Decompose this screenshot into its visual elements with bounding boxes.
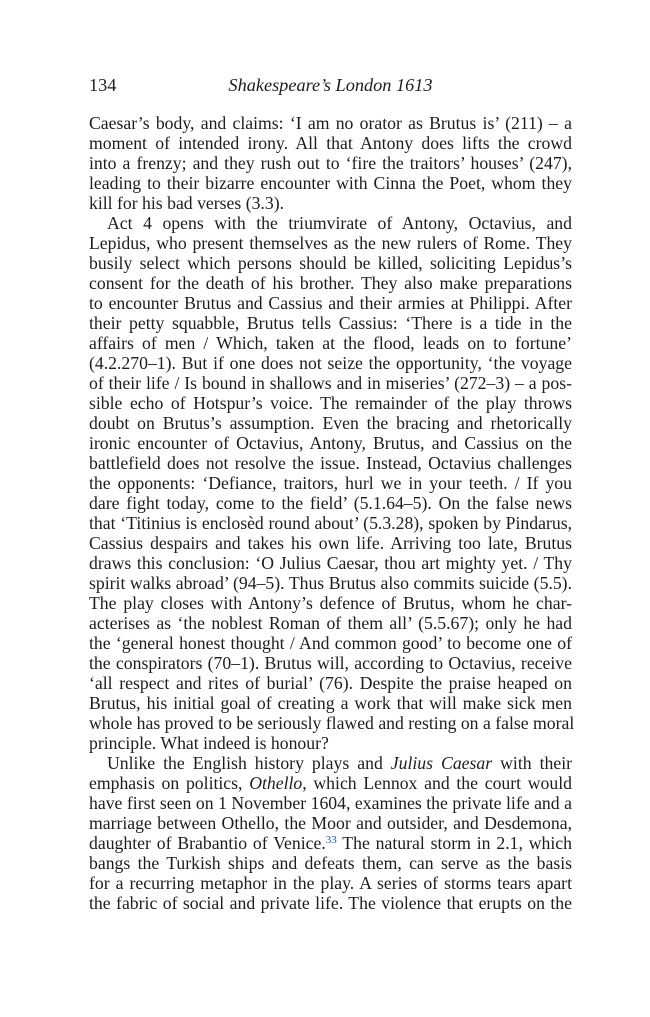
text-line: draws this conclusion: ‘O Julius Caesar, thou art mighty yet. / Thy [89, 553, 572, 573]
text-line: to encounter Brutus and Cassius and their armies at Philippi. After [89, 293, 572, 313]
text-line: dare fight today, come to the field’ (5.1.64–5). On the false news [89, 493, 572, 513]
text-line: (4.2.270–1). But if one does not seize the opportunity, ‘the voyage [89, 353, 572, 373]
text-line: busily select which persons should be killed, soliciting Lepidus’s [89, 253, 572, 273]
page-header [89, 73, 572, 97]
text-line: Caesar’s body, and claims: ‘I am no orator as Brutus is’ (211) – a [89, 113, 572, 133]
text-line [89, 833, 572, 853]
text-line: ‘all respect and rites of burial’ (76). Despite the praise heaped on [89, 673, 572, 693]
text-run: daughter of Brabantio of Venice. [89, 833, 326, 853]
paragraph [89, 753, 572, 913]
text-line: marriage between Othello, the Moor and outsider, and Desdemona, [89, 813, 572, 833]
text-run: with their [492, 753, 572, 773]
text-line: into a frenzy; and they rush out to ‘fire the traitors’ houses’ (247), [89, 153, 572, 173]
text-line: the conspirators (70–1). Brutus will, according to Octavius, receive [89, 653, 572, 673]
running-head: Shakespeare’s London 1613 [228, 75, 433, 95]
page-number: 134 [89, 75, 117, 95]
text-line: Lepidus, who present themselves as the new rulers of Rome. They [89, 233, 572, 253]
text-line: principle. What indeed is honour? [89, 733, 329, 753]
body-text [89, 113, 575, 913]
text-run: , which Lennox and the court would [302, 773, 573, 793]
text-line: ironic encounter of Octavius, Antony, Brutus, and Cassius on the [89, 433, 572, 453]
footnote-reference-link[interactable]: 33 [325, 834, 337, 846]
text-run: The natural storm in 2.1, which [336, 833, 573, 853]
text-line: have first seen on 1 November 1604, examines the private life and a [89, 793, 572, 813]
text-line: of their life / Is bound in shallows and in miseries’ (272–3) – a pos- [89, 373, 572, 393]
text-line: Act 4 opens with the triumvirate of Antony, Octavius, and [107, 213, 572, 233]
text-run: Unlike the English history plays and [107, 753, 391, 773]
text-line: moment of intended irony. All that Antony does lifts the crowd [89, 133, 572, 153]
text-line: for a recurring metaphor in the play. A series of storms tears apart [89, 873, 572, 893]
text-line: the opponents: ‘Defiance, traitors, hurl we in your teeth. / If you [89, 473, 572, 493]
text-line: sible echo of Hotspur’s voice. The remainder of the play throws [89, 393, 572, 413]
text-line: Brutus, his initial goal of creating a work that will make sick men [89, 693, 572, 713]
text-line: leading to their bizarre encounter with Cinna the Poet, whom they [89, 173, 572, 193]
text-line: affairs of men / Which, taken at the flood, leads on to fortune’ [89, 333, 572, 353]
text-line: that ‘Titinius is enclosèd round about’ (5.3.28), spoken by Pindarus, [89, 513, 572, 533]
text-line [89, 753, 572, 773]
text-run: emphasis on politics, [89, 773, 250, 793]
text-line: whole has proved to be seriously flawed and resting on a false moral [89, 713, 575, 733]
paragraph [89, 113, 572, 213]
text-line: Cassius despairs and takes his own life. Arriving too late, Brutus [89, 533, 572, 553]
text-line: battlefield does not resolve the issue. Instead, Octavius challenges [89, 453, 572, 473]
text-line: kill for his bad verses (3.3). [89, 193, 285, 213]
play-title: Othello [249, 773, 303, 793]
text-line: doubt on Brutus’s assumption. Even the bracing and rhetorically [89, 413, 572, 433]
text-line: spirit walks abroad’ (94–5). Thus Brutus also commits suicide (5.5). [89, 573, 572, 593]
text-line: bangs the Turkish ships and defeats them, can serve as the basis [89, 853, 572, 873]
text-line: the fabric of social and private life. The violence that erupts on the [89, 893, 572, 913]
text-line: their petty squabble, Brutus tells Cassius: ‘There is a tide in the [89, 313, 572, 333]
text-line: acterises as ‘the noblest Roman of them all’ (5.5.67); only he had [89, 613, 572, 633]
play-title: Julius Caesar [390, 753, 493, 773]
text-line [89, 773, 572, 793]
text-line: The play closes with Antony’s defence of Brutus, whom he char- [89, 593, 572, 613]
paragraph [89, 213, 575, 753]
text-line: the ‘general honest thought / And common good’ to become one of [89, 633, 572, 653]
text-line: consent for the death of his brother. They also make preparations [89, 273, 572, 293]
